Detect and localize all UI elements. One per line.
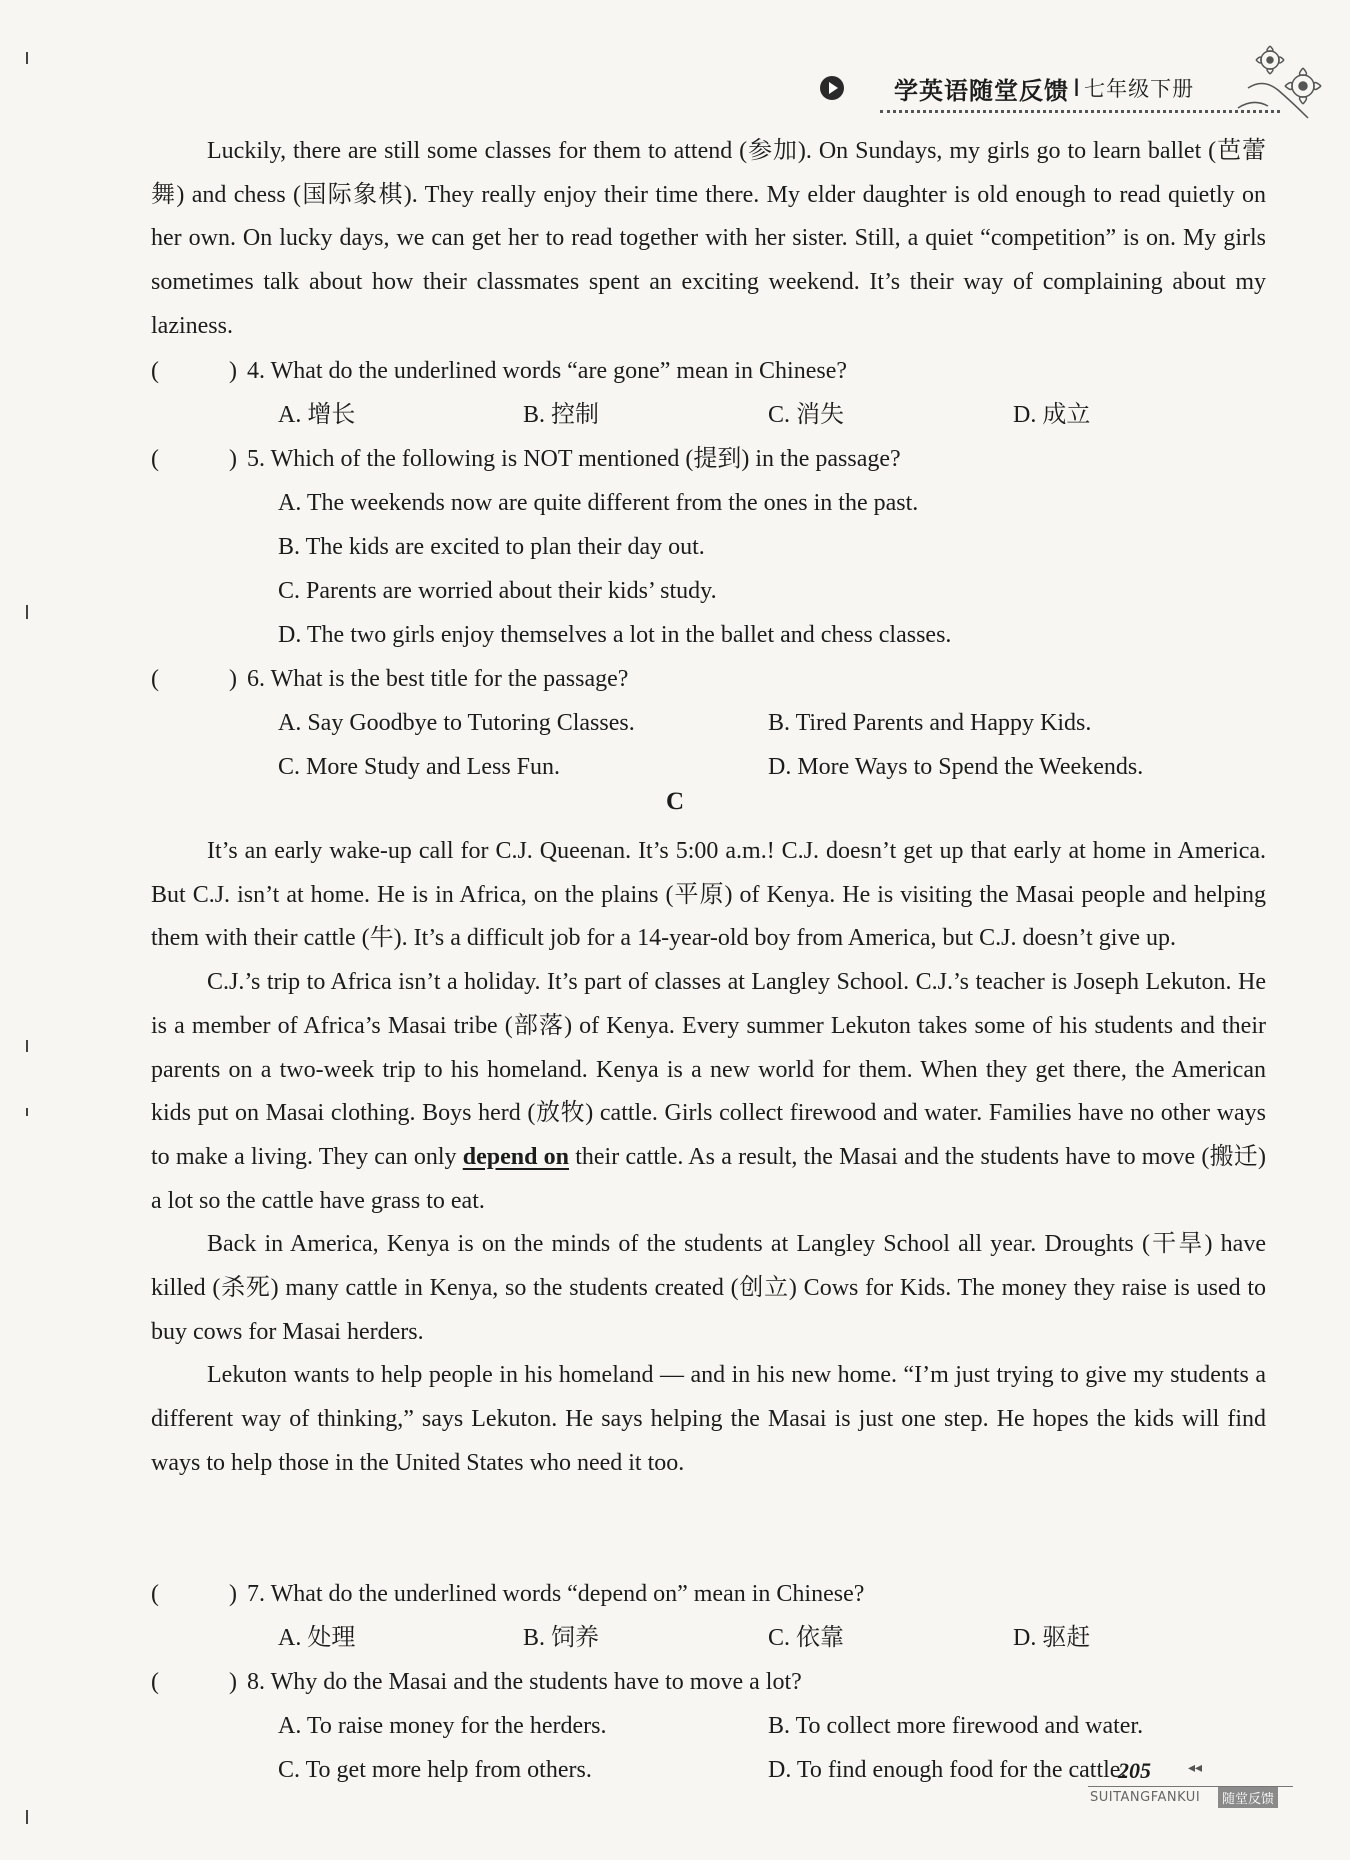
paragraph-4: Lekuton wants to help people in his homeland — and in his new home. “I’m just trying to give my students a different way of thinking,” says Lekuton. He says helping the Masai is just one step. He hopes the kids will find ways to help those in the United States who need it too. xyxy=(151,1362,1266,1476)
question-4 xyxy=(151,349,1266,393)
option-d[interactable]: D. The two girls enjoy themselves a lot in the ballet and chess classes. xyxy=(278,622,952,648)
option-a[interactable]: A. The weekends now are quite different from the ones in the past. xyxy=(278,490,919,516)
paragraph-1: It’s an early wake-up call for C.J. Queenan. It’s 5:00 a.m.! C.J. doesn’t get up that early at home in America. But C.J. isn’t at home. He is in Africa, on the plains (平原) of Kenya. He is visiting the Masai people and helping them with their cattle (牛). It’s a difficult job for a 14-year-old boy from America, but C.J. doesn’t give up. xyxy=(151,838,1266,952)
option-b[interactable]: B. 控制 xyxy=(523,402,600,428)
arrows-icon: ◂◂ xyxy=(1188,1760,1203,1776)
underlined-phrase: depend on xyxy=(462,1143,570,1170)
option-b[interactable]: B. 饲养 xyxy=(523,1625,600,1651)
option-a[interactable]: A. Say Goodbye to Tutoring Classes. xyxy=(278,710,635,736)
paragraph-3: Back in America, Kenya is on the minds of the students at Langley School all year. Droughts (干旱) have killed (杀死) many cattle in Kenya, so the students created (创立) Cows for Kids. The money they raise is used to buy cows for Masai herders. xyxy=(151,1231,1266,1345)
binding-mark xyxy=(26,52,28,64)
option-c[interactable]: C. To get more help from others. xyxy=(278,1757,592,1783)
question-stem: 4. What do the underlined words “are gone” mean in Chinese? xyxy=(247,358,848,384)
option-c[interactable]: C. More Study and Less Fun. xyxy=(278,754,560,780)
passage-b-end xyxy=(151,130,1266,349)
binding-mark xyxy=(26,1040,28,1052)
play-circle-icon xyxy=(820,76,844,100)
question-6-options xyxy=(278,701,1278,789)
book-grade: 七年级下册 xyxy=(1084,77,1195,101)
section-heading-c: C xyxy=(665,788,685,815)
question-7 xyxy=(151,1572,1266,1616)
question-7-options xyxy=(278,1616,1278,1660)
question-stem: 8. Why do the Masai and the students have to move a lot? xyxy=(247,1669,802,1695)
question-stem: 7. What do the underlined words “depend on” mean in Chinese? xyxy=(247,1581,865,1607)
option-a[interactable]: A. 增长 xyxy=(278,402,356,428)
binding-mark xyxy=(26,1810,28,1824)
option-c[interactable]: C. 消失 xyxy=(768,402,845,428)
question-8 xyxy=(151,1660,1266,1704)
passage-c xyxy=(151,830,1266,1486)
answer-bracket[interactable] xyxy=(151,1572,247,1616)
option-d[interactable]: D. More Ways to Spend the Weekends. xyxy=(768,754,1144,780)
question-5 xyxy=(151,437,1266,481)
question-4-options xyxy=(278,393,1278,437)
header-dotted-rule xyxy=(880,110,1280,113)
answer-bracket[interactable] xyxy=(151,437,247,481)
question-stem: 5. Which of the following is NOT mentioned (提到) in the passage? xyxy=(247,446,901,472)
binding-mark xyxy=(26,605,28,619)
option-c[interactable]: C. 依靠 xyxy=(768,1625,845,1651)
paragraph-2: C.J.’s trip to Africa isn’t a holiday. It’s part of classes at Langley School. C.J.’s teacher is Joseph Lekuton. He is a member of Africa’s Masai tribe (部落) of Kenya. Every summer Lekuton takes some of his students and their parents on a two-week trip to his homeland. Kenya is a new world for them. When they get there, the American kids put on Masai clothing. Boys herd (放牧) cattle. Girls collect firewood and water. Families have no other ways to make a living. They can only depend on their cattle. As a result, the Masai and the students have to move (搬迁) a lot so the cattle have grass to eat. xyxy=(151,969,1267,1214)
answer-bracket[interactable] xyxy=(151,1660,247,1704)
option-a[interactable]: A. To raise money for the herders. xyxy=(278,1713,607,1739)
page-header xyxy=(820,68,1194,108)
paragraph: Luckily, there are still some classes for them to attend (参加). On Sundays, my girls go to learn ballet (芭蕾舞) and chess (国际象棋). They really enjoy their time there. My elder daughter is old enough to read quietly on her own. On lucky days, we can get her to read together with her sister. Still, a quiet “competition” is on. My girls sometimes talk about how their classmates spent an exciting weekend. It’s their way of complaining about my laziness. xyxy=(151,138,1266,339)
option-a[interactable]: A. 处理 xyxy=(278,1625,356,1651)
footer-badge: 随堂反馈 xyxy=(1218,1787,1278,1808)
flower-decoration-icon xyxy=(1228,28,1338,138)
binding-mark xyxy=(26,1108,28,1116)
option-b[interactable]: B. To collect more firewood and water. xyxy=(768,1713,1144,1739)
answer-bracket[interactable] xyxy=(151,349,247,393)
option-d[interactable]: D. 驱赶 xyxy=(1013,1625,1091,1651)
option-d[interactable]: D. To find enough food for the cattle. xyxy=(768,1757,1127,1783)
question-6 xyxy=(151,657,1266,701)
footer-pinyin: SUITANGFANKUI xyxy=(1090,1790,1201,1805)
answer-bracket[interactable] xyxy=(151,657,247,701)
page-number: 205 xyxy=(1118,1758,1151,1783)
question-5-options xyxy=(278,481,1278,657)
question-stem: 6. What is the best title for the passage? xyxy=(247,666,629,692)
book-title: 学英语随堂反馈 xyxy=(894,76,1069,105)
option-c[interactable]: C. Parents are worried about their kids’ study. xyxy=(278,578,717,604)
option-b[interactable]: B. The kids are excited to plan their day out. xyxy=(278,534,705,560)
option-b[interactable]: B. Tired Parents and Happy Kids. xyxy=(768,710,1092,736)
option-d[interactable]: D. 成立 xyxy=(1013,402,1091,428)
header-separator: I xyxy=(1073,74,1081,102)
